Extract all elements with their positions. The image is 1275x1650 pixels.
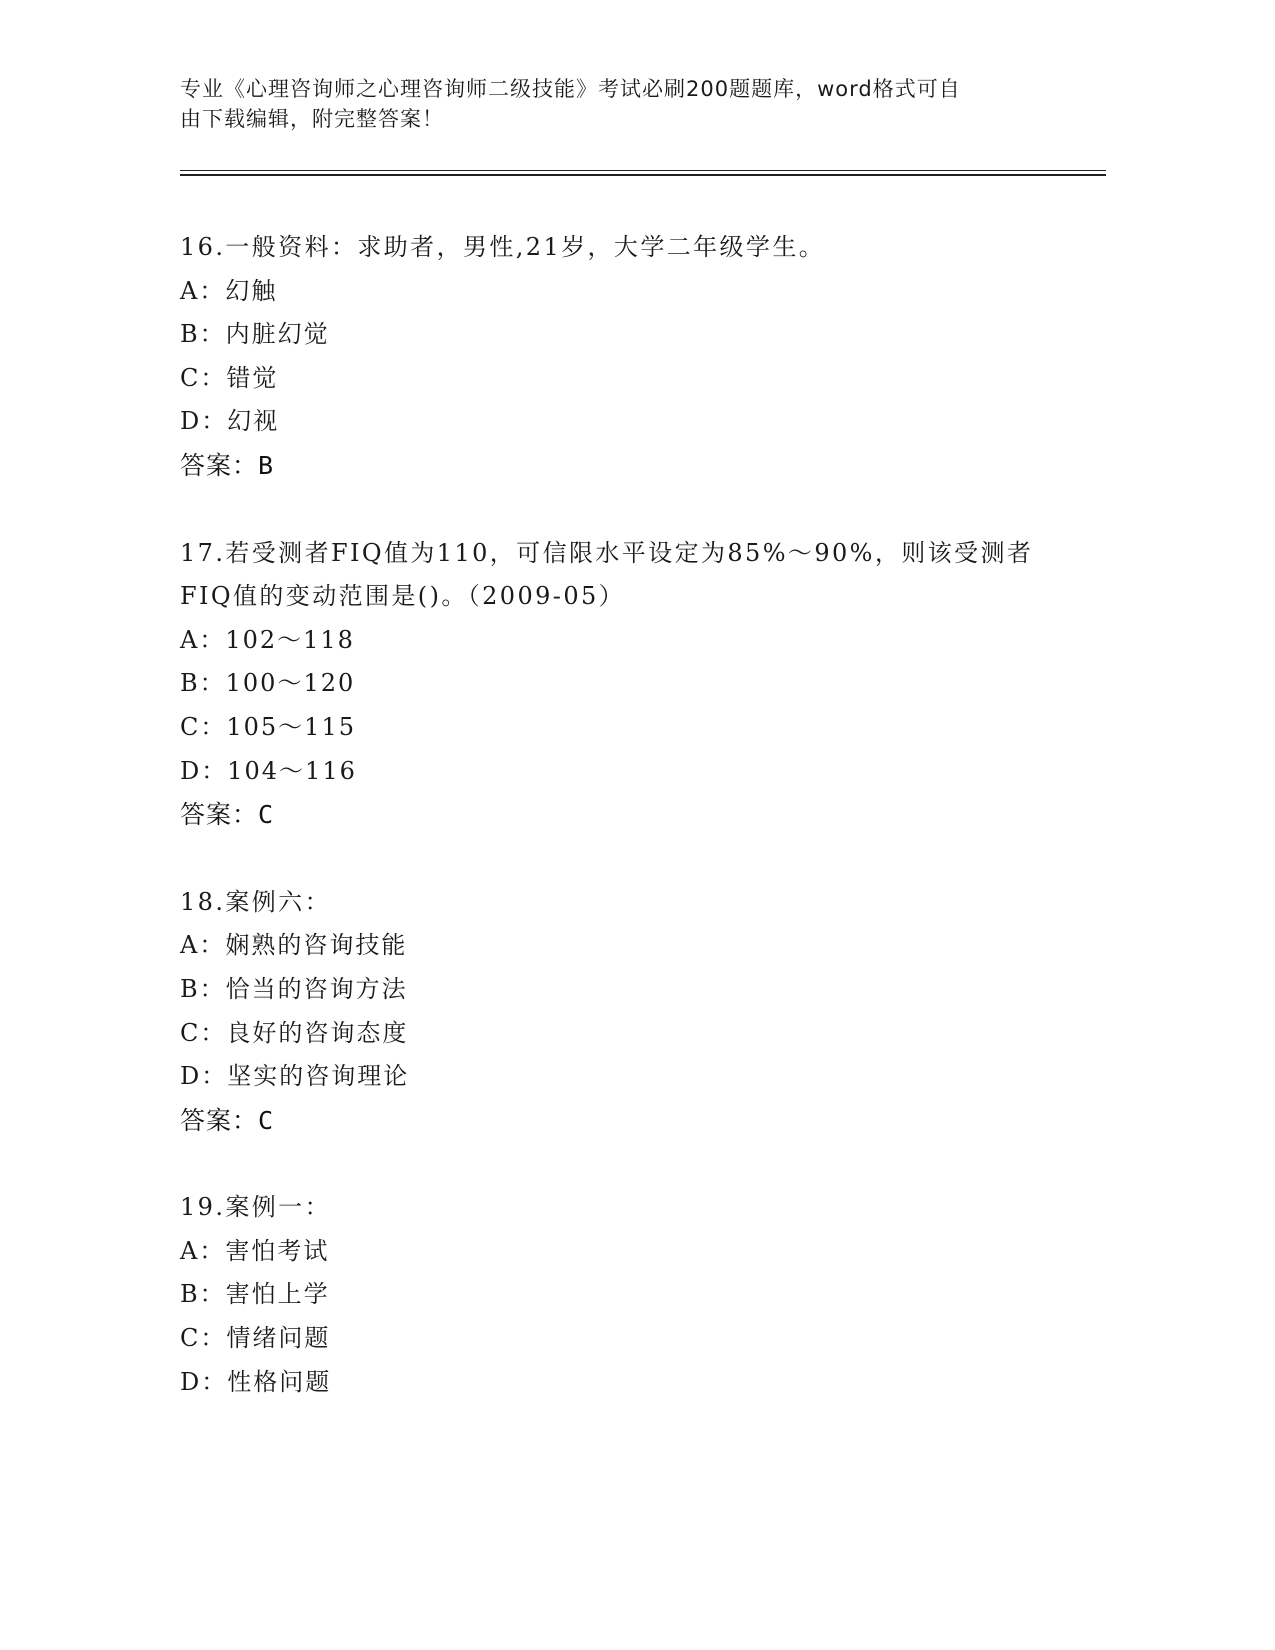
answer-key (180, 444, 1080, 488)
header-divider-thin (180, 170, 1106, 171)
answer-option: A：娴熟的咨询技能 (180, 931, 408, 960)
answer-option: C：情绪问题 (180, 1324, 331, 1353)
header-divider-thick (180, 174, 1106, 176)
answer-option: D：104～116 (180, 756, 357, 785)
answer-option: D：坚实的咨询理论 (180, 1062, 410, 1091)
answer-key (180, 793, 1080, 837)
answer-option: B：害怕上学 (180, 1280, 330, 1309)
answer-option: A：102～118 (180, 625, 355, 654)
question-stem-line: 16.一般资料：求助者，男性,21岁，大学二年级学生。 (180, 233, 826, 261)
question-item (180, 226, 1080, 488)
answer-value: C (258, 1105, 275, 1135)
question-item (180, 881, 1080, 1143)
answer-label: 答案： (180, 450, 259, 480)
answer-option: B：恰当的咨询方法 (180, 974, 408, 1003)
answer-option: C：105～115 (180, 712, 356, 741)
header-line-2: 由下载编辑，附完整答案！ (180, 107, 444, 131)
answer-option: D：性格问题 (180, 1367, 332, 1396)
answer-value: C (258, 800, 275, 830)
question-stem-line: FIQ值的变动范围是()。（2009-05） (180, 582, 626, 611)
question-item (180, 1186, 1080, 1404)
question-stem-line: 19.案例一： (180, 1193, 331, 1222)
question-stem (180, 881, 1080, 925)
document-header (180, 74, 1040, 134)
question-stem (180, 532, 1080, 619)
header-line-1: 专业《心理咨询师之心理咨询师二级技能》考试必刷200题题库，word格式可自 (180, 77, 961, 101)
answer-label: 答案： (180, 1105, 259, 1135)
answer-option: B：100～120 (180, 669, 356, 698)
answer-label: 答案： (180, 800, 259, 830)
question-list (180, 226, 1080, 1448)
answer-option: B：内脏幻觉 (180, 320, 330, 349)
answer-option: A：害怕考试 (180, 1236, 330, 1265)
question-stem (180, 1186, 1080, 1230)
answer-key (180, 1099, 1080, 1143)
answer-option: C：良好的咨询态度 (180, 1018, 409, 1047)
question-stem-line: 17.若受测者FIQ值为110，可信限水平设定为85%～90%，则该受测者 (180, 538, 1034, 567)
answer-option: C：错觉 (180, 363, 279, 392)
answer-option: A：幻触 (180, 276, 278, 305)
answer-option: D：幻视 (180, 407, 280, 436)
question-stem (180, 226, 1080, 270)
question-item (180, 532, 1080, 837)
question-stem-line: 18.案例六： (180, 887, 331, 916)
answer-value: B (258, 450, 275, 480)
